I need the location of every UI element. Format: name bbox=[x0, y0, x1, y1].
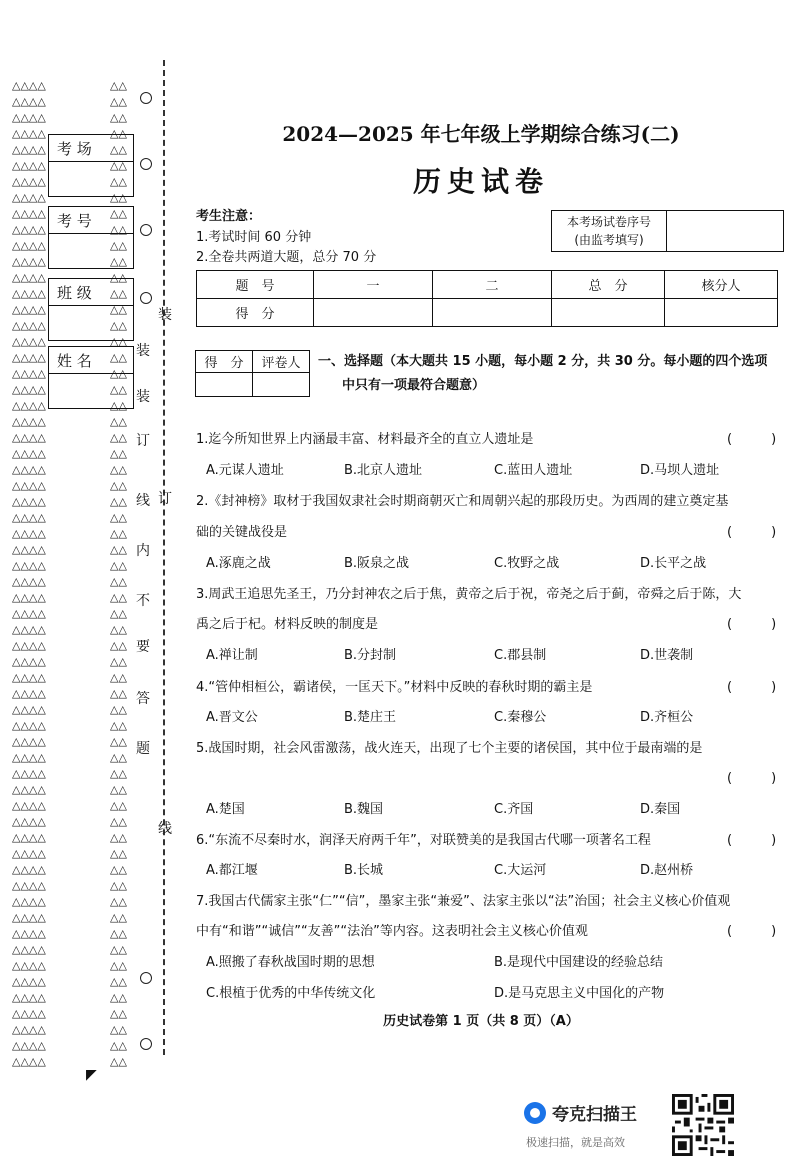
option: D.秦国 bbox=[640, 802, 681, 817]
answer-blank[interactable]: ( ) bbox=[727, 771, 777, 786]
binding-hole-icon bbox=[140, 158, 152, 170]
binding-hole-icon bbox=[140, 292, 152, 304]
binding-instruction-char: 内 bbox=[136, 543, 150, 559]
option: D.长平之战 bbox=[640, 556, 707, 571]
grader-header-cell: 得 分 bbox=[196, 351, 253, 373]
field-label: 考 号 bbox=[49, 207, 133, 234]
cursor-icon: ◤ bbox=[86, 1067, 97, 1083]
binding-outer-char: 订 bbox=[158, 491, 172, 507]
qr-code-icon[interactable] bbox=[672, 1094, 734, 1156]
option: C.牧野之战 bbox=[494, 556, 560, 571]
question-3-stem: 禹之后于杞。材料反映的制度是 bbox=[196, 617, 379, 632]
scanner-brand-name: 夸克扫描王 bbox=[552, 1105, 637, 1125]
binding-instruction-char: 装 bbox=[136, 389, 150, 405]
question-4-stem: 4.“管仲相桓公，霸诸侯，一匡天下。”材料中反映的春秋时期的霸主是 bbox=[196, 680, 593, 695]
option: A.晋文公 bbox=[206, 710, 258, 725]
answer-blank[interactable]: ( ) bbox=[727, 617, 777, 632]
field-exam-number bbox=[48, 206, 134, 269]
option: A.元谋人遗址 bbox=[206, 463, 284, 478]
binding-hole-icon bbox=[140, 224, 152, 236]
field-label: 班 级 bbox=[49, 279, 133, 306]
score-header-cell: 总 分 bbox=[552, 271, 665, 299]
field-class bbox=[48, 278, 134, 341]
paper-title: 历史试卷 bbox=[412, 165, 549, 198]
binding-instruction-char: 不 bbox=[136, 593, 150, 609]
binding-hole-icon bbox=[140, 972, 152, 984]
option: B.魏国 bbox=[344, 802, 384, 817]
field-label: 姓 名 bbox=[49, 347, 133, 374]
option: B.北京人遗址 bbox=[344, 463, 423, 478]
field-value-box[interactable] bbox=[49, 234, 133, 268]
option: D.是马克思主义中国化的产物 bbox=[494, 986, 665, 1001]
binding-instruction-char: 题 bbox=[136, 741, 150, 757]
binding-triangle-pattern-left: △△△△ △△△△ △△△△ △△△△ △△△△ △△△△ △△△△ △△△△ △△△△ △△△△ △△△△ △△△△ △△△△ △△△△ △△△△ △△△△ △△△△ △△△△ △△△△ △△△△ △△△△ △△△△ △△△△ △△△△ △△△△ △△△△ △△△△ △△△△ △△△△ △△△△ △△△△ △△△△ △△△△ △△△△ △△△△ △△△△ △△△△ △△△△ △△△△ △△△△ △△△△ △△△△ △△△△ △△△△ △△△△ △△△△ △△△△ △△△△ △△△△ △△△△ △△△△ △△△△ △△△△ △△△△ △△△△ △△△△ △△△△ △△△△ △△△△ △△△△ △△△△ △△△△ bbox=[12, 79, 46, 1068]
binding-instruction-char: 装 bbox=[136, 343, 150, 359]
answer-blank[interactable]: ( ) bbox=[727, 525, 777, 540]
grader-header-cell: 评卷人 bbox=[253, 351, 310, 373]
score-table bbox=[196, 270, 778, 327]
score-cell[interactable] bbox=[665, 299, 778, 327]
notice-heading: 考生注意： bbox=[196, 209, 262, 224]
binding-instruction-char: 订 bbox=[136, 433, 150, 449]
score-header-cell: 一 bbox=[314, 271, 433, 299]
option: B.分封制 bbox=[344, 648, 397, 663]
option: A.涿鹿之战 bbox=[206, 556, 271, 571]
option: D.世袭制 bbox=[640, 648, 694, 663]
notice-item: 1.考试时间 60 分钟 bbox=[196, 230, 312, 245]
field-exam-room bbox=[48, 134, 134, 197]
question-6-stem: 6.“东流不尽秦时水，润泽天府两千年”，对联赞美的是我国古代哪一项著名工程 bbox=[196, 833, 651, 848]
question-5-stem: 5.战国时期，社会风雷激荡，战火连天，出现了七个主要的诸侯国，其中位于最南端的是 bbox=[196, 741, 703, 756]
option: A.禅让制 bbox=[206, 648, 258, 663]
binding-instruction-char: 答 bbox=[136, 691, 150, 707]
option: B.长城 bbox=[344, 863, 384, 878]
score-cell[interactable] bbox=[433, 299, 552, 327]
seat-number-box bbox=[551, 210, 784, 252]
option: C.大运河 bbox=[494, 863, 547, 878]
option: C.蓝田人遗址 bbox=[494, 463, 573, 478]
option: D.赵州桥 bbox=[640, 863, 694, 878]
score-header-cell: 题 号 bbox=[197, 271, 314, 299]
notice-item: 2.全卷共两道大题，总分 70 分 bbox=[196, 250, 377, 265]
field-value-box[interactable] bbox=[49, 162, 133, 196]
answer-blank[interactable]: ( ) bbox=[727, 924, 777, 939]
score-header-cell: 核分人 bbox=[665, 271, 778, 299]
binding-dashed-line bbox=[163, 60, 165, 1055]
question-3-stem: 3.周武王追思先圣王，乃分封神农之后于焦，黄帝之后于祝，帝尧之后于蓟，帝舜之后于陈，大 bbox=[196, 587, 742, 602]
option: B.是现代中国建设的经验总结 bbox=[494, 955, 664, 970]
option: C.根植于优秀的中华传统文化 bbox=[206, 986, 376, 1001]
page-footer: 历史试卷第 1 页（共 8 页）（A） bbox=[383, 1014, 579, 1029]
score-header-cell: 二 bbox=[433, 271, 552, 299]
grader-cell[interactable] bbox=[196, 373, 253, 397]
option: A.楚国 bbox=[206, 802, 245, 817]
option: D.齐桓公 bbox=[640, 710, 694, 725]
option: C.齐国 bbox=[494, 802, 534, 817]
section-heading: 一、选择题（本大题共 15 小题，每小题 2 分，共 30 分。每小题的四个选项 中只有一项最符合题意） bbox=[318, 354, 768, 393]
score-cell[interactable] bbox=[552, 299, 665, 327]
option: B.楚庄王 bbox=[344, 710, 397, 725]
binding-triangle-pattern-right: △△ △△ △△ △△ △△ △△ △△ △△ △△ △△ △△ △△ △△ △△ △△ △△ △△ △△ △△ △△ △△ △△ △△ △△ △△ △△ △△ △△ △△ △△ △△ △△ △△ △△ △△ △△ △△ △△ △△ △△ △△ △△ △△ △△ △△ △△ △△ △△ △△ △△ △△ △△ △△ △△ △△ △△ △△ △△ △△ △△ △△ △△ bbox=[110, 79, 127, 1068]
binding-instruction-char: 要 bbox=[136, 639, 150, 655]
seat-number-value[interactable] bbox=[667, 211, 784, 252]
question-2-stem: 2.《封神榜》取材于我国奴隶社会时期商朝灭亡和周朝兴起的那段历史。为西周的建立奠定基 bbox=[196, 494, 729, 509]
scanner-slogan: 极速扫描，就是高效 bbox=[526, 1136, 625, 1149]
question-7-stem: 中有“和谐”“诚信”“友善”“法治”等内容。这表明社会主义核心价值观 bbox=[196, 924, 588, 939]
binding-outer-char: 装 bbox=[158, 307, 172, 323]
question-1-stem: 1.迄今所知世界上内涵最丰富、材料最齐全的直立人遗址是 bbox=[196, 432, 534, 447]
score-cell[interactable] bbox=[314, 299, 433, 327]
seat-number-label: 本考场试卷序号 (由监考填写) bbox=[552, 211, 667, 252]
binding-instruction-char: 线 bbox=[136, 493, 150, 509]
option: A.照搬了春秋战国时期的思想 bbox=[206, 955, 375, 970]
option: C.秦穆公 bbox=[494, 710, 547, 725]
field-value-box[interactable] bbox=[49, 306, 133, 340]
option: D.马坝人遗址 bbox=[640, 463, 720, 478]
option: A.都江堰 bbox=[206, 863, 258, 878]
answer-blank[interactable]: ( ) bbox=[727, 680, 777, 695]
answer-blank[interactable]: ( ) bbox=[727, 833, 777, 848]
grader-cell[interactable] bbox=[253, 373, 310, 397]
field-value-box[interactable] bbox=[49, 374, 133, 408]
exam-title: 2024—2025 年七年级上学期综合练习(二) bbox=[282, 122, 680, 146]
score-row-label: 得 分 bbox=[197, 299, 314, 327]
answer-blank[interactable]: ( ) bbox=[727, 432, 777, 447]
binding-hole-icon bbox=[140, 92, 152, 104]
field-label: 考 场 bbox=[49, 135, 133, 162]
option: B.阪泉之战 bbox=[344, 556, 410, 571]
binding-outer-char: 线 bbox=[158, 821, 172, 837]
question-7-stem: 7.我国古代儒家主张“仁”“信”，墨家主张“兼爱”、法家主张以“法”治国；社会主义核心价值观 bbox=[196, 894, 731, 909]
question-2-stem: 础的关键战役是 bbox=[196, 525, 288, 540]
scanner-logo-icon bbox=[524, 1102, 546, 1124]
grader-table bbox=[195, 350, 310, 397]
binding-hole-icon bbox=[140, 1038, 152, 1050]
field-name bbox=[48, 346, 134, 409]
option: C.郡县制 bbox=[494, 648, 547, 663]
